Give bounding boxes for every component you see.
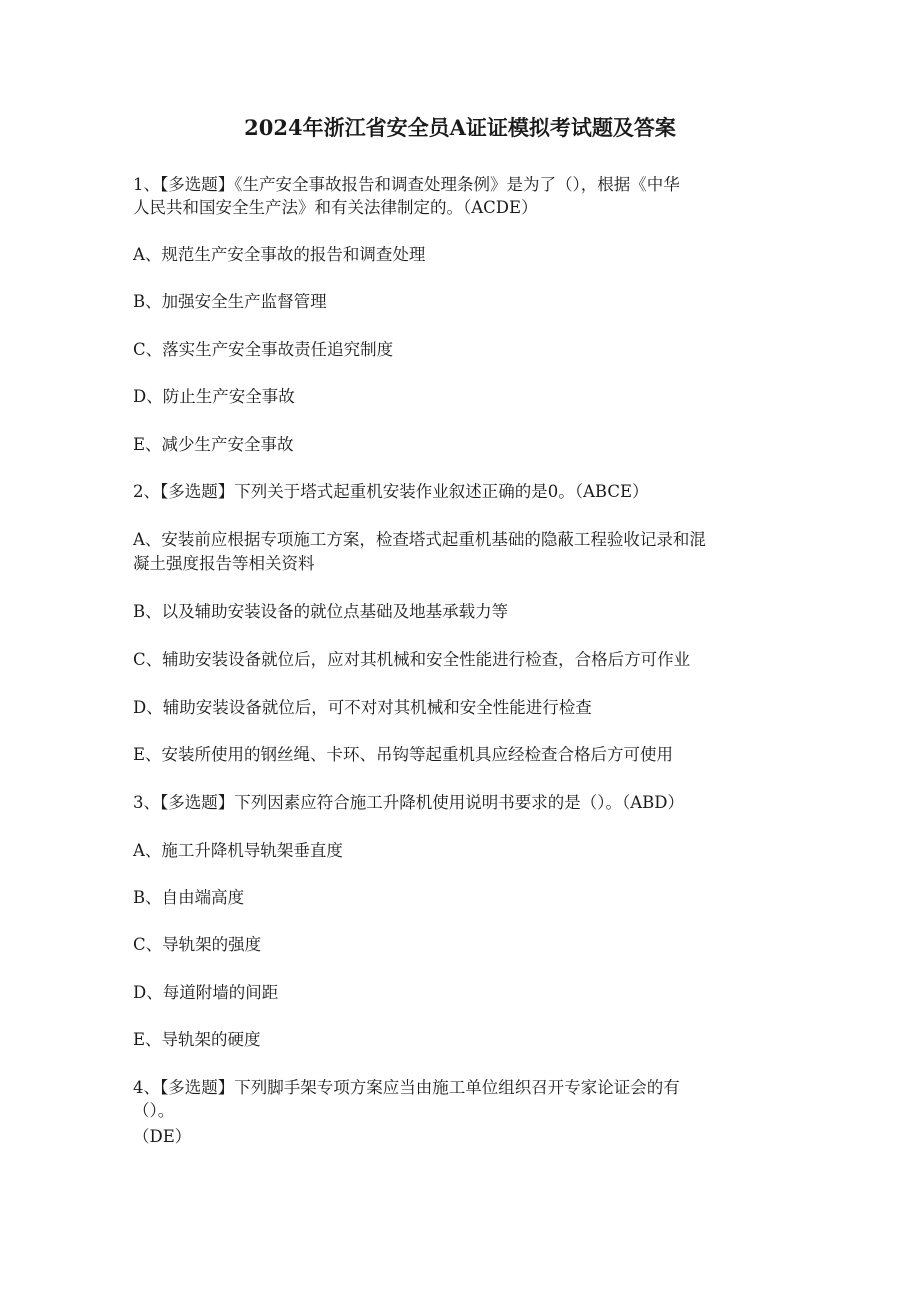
q2-stem: 2、【多选题】下列关于塔式起重机安装作业叙述正确的是0。（ABCE） bbox=[133, 482, 649, 501]
q2-option-d: D、辅助安装设备就位后，可不对对其机械和安全性能进行检查 bbox=[133, 698, 592, 717]
q3-option-d: D、每道附墙的间距 bbox=[133, 983, 279, 1002]
q2-option-b: B、以及辅助安装设备的就位点基础及地基承载力等 bbox=[133, 602, 509, 621]
q1-option-d: D、防止生产安全事故 bbox=[133, 387, 295, 406]
q4-answer: （DE） bbox=[133, 1127, 192, 1146]
q3-option-b: B、自由端高度 bbox=[133, 888, 245, 907]
q2-option-a-line1: A、安装前应根据专项施工方案，检查塔式起重机基础的隐蔽工程验收记录和混 bbox=[133, 530, 706, 549]
q3-option-c: C、导轨架的强度 bbox=[133, 935, 262, 954]
q4-stem-line2: （）。 bbox=[133, 1101, 175, 1120]
q2-option-c: C、辅助安装设备就位后，应对其机械和安全性能进行检查，合格后方可作业 bbox=[133, 650, 691, 669]
q1-option-c: C、落实生产安全事故责任追究制度 bbox=[133, 340, 394, 359]
q1-stem-line2: 人民共和国安全生产法》和有关法律制定的。（ACDE） bbox=[133, 198, 538, 217]
page-title: 2024年浙江省安全员A证证模拟考试题及答案 bbox=[244, 115, 676, 140]
q1-option-e: E、减少生产安全事故 bbox=[133, 435, 294, 454]
q3-stem: 3、【多选题】下列因素应符合施工升降机使用说明书要求的是（）。（ABD） bbox=[133, 793, 685, 812]
q1-option-a: A、规范生产安全事故的报告和调查处理 bbox=[133, 245, 426, 264]
q2-option-a-line2: 凝土强度报告等相关资料 bbox=[133, 554, 315, 573]
q1-option-b: B、加强安全生产监督管理 bbox=[133, 292, 327, 311]
q4-stem-line1: 4、【多选题】下列脚手架专项方案应当由施工单位组织召开专家论证会的有 bbox=[133, 1078, 680, 1097]
q1-stem-line1: 1、【多选题】《生产安全事故报告和调查处理条例》是为了（），根据《中华 bbox=[133, 175, 680, 194]
q3-option-a: A、施工升降机导轨架垂直度 bbox=[133, 841, 343, 860]
q3-option-e: E、导轨架的硬度 bbox=[133, 1030, 261, 1049]
q2-option-e: E、安装所使用的钢丝绳、卡环、吊钩等起重机具应经检查合格后方可使用 bbox=[133, 745, 674, 764]
